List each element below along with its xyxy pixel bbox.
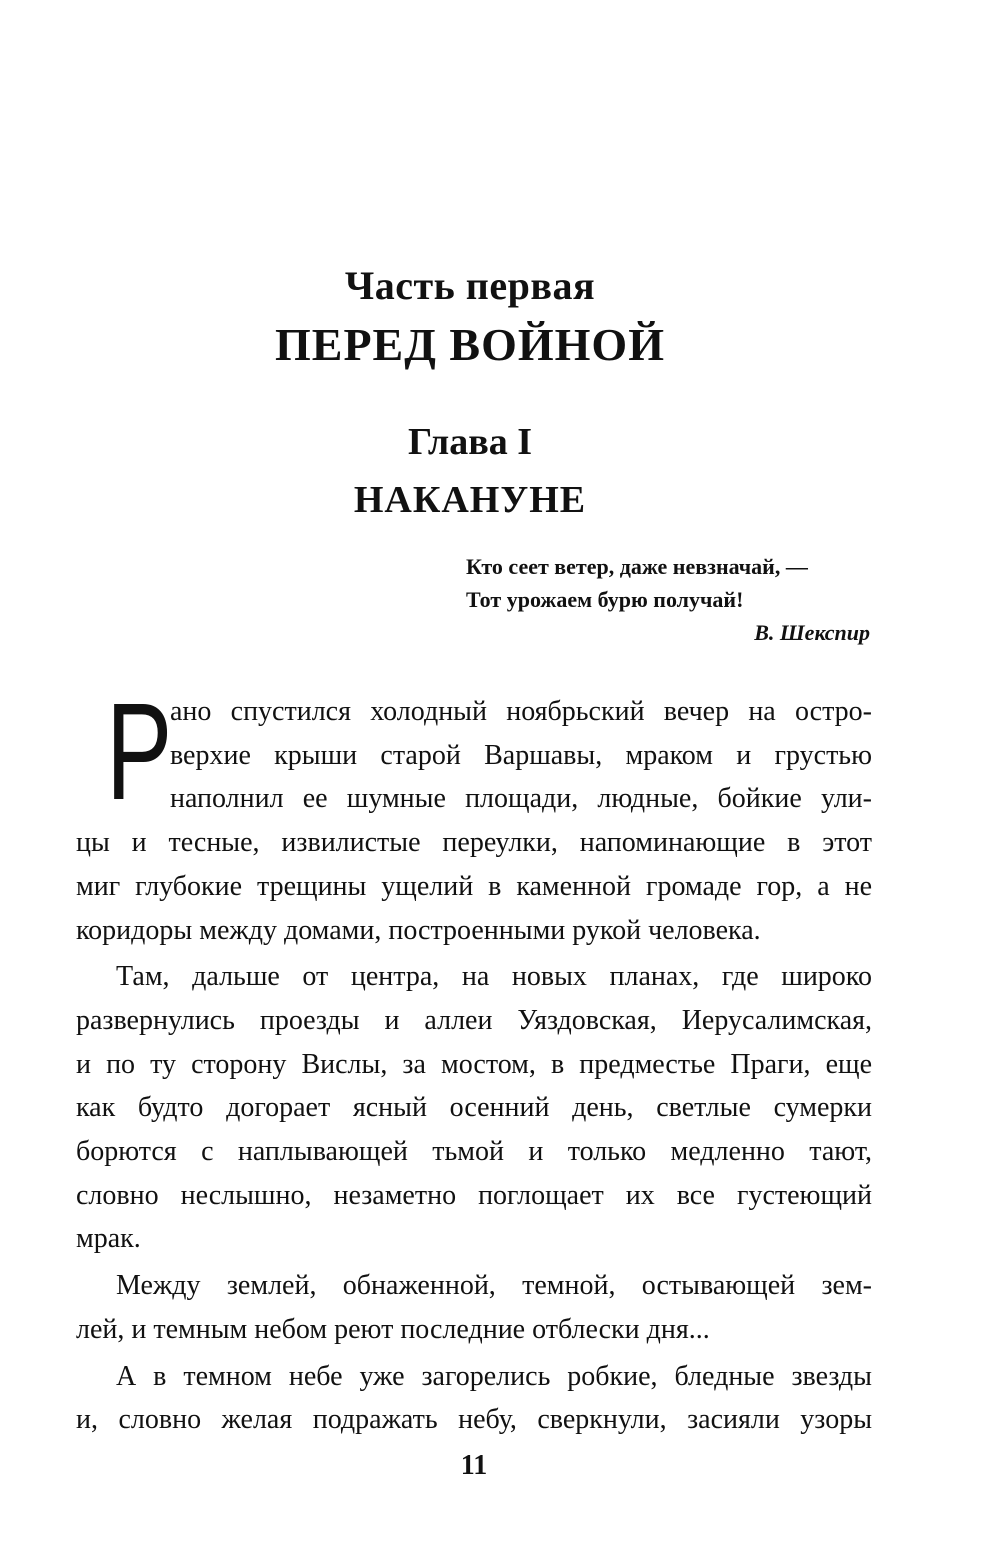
text-line: коридоры между домами, построенными рукой человека. bbox=[76, 914, 761, 946]
text-line: А в темном небе уже загорелись робкие, бледные звезды bbox=[116, 1360, 872, 1392]
epigraph-line: Кто сеет ветер, даже невзначай, — bbox=[466, 554, 808, 579]
chapter-name: НАКАНУНЕ bbox=[353, 479, 587, 521]
text-line: Там, дальше от центра, на новых планах, где широко bbox=[116, 961, 872, 993]
paragraph-4 bbox=[76, 1355, 872, 1442]
paragraph-2 bbox=[76, 955, 872, 1261]
part-name: ПЕРЕД ВОЙНОЙ bbox=[275, 319, 665, 370]
epigraph-author: В. Шекспир bbox=[754, 620, 870, 645]
text-line: верхие крыши старой Варшавы, мраком и грустью bbox=[170, 739, 872, 771]
text-line: словно неслышно, незаметно поглощает их все густеющий bbox=[76, 1179, 872, 1211]
page-number: 11 bbox=[460, 1450, 488, 1481]
text-line: борются с наплывающей тьмой и только медленно тают, bbox=[76, 1136, 872, 1168]
epigraph bbox=[466, 550, 876, 649]
paragraph-3 bbox=[76, 1264, 872, 1351]
text-line: развернулись проезды и аллеи Уяздовская, Иерусалимская, bbox=[76, 1004, 872, 1036]
text-line: цы и тесные, извилистые переулки, напоминающие в этот bbox=[76, 827, 872, 859]
epigraph-line: Тот урожаем бурю получай! bbox=[466, 587, 744, 612]
body-text bbox=[76, 675, 872, 1442]
text-line: мрак. bbox=[76, 1223, 141, 1255]
part-title: Часть первая bbox=[344, 263, 596, 308]
text-line: и по ту сторону Вислы, за мостом, в предместье Праги, еще bbox=[76, 1048, 872, 1080]
text-line: наполнил ее шумные площади, людные, бойкие ули- bbox=[170, 783, 872, 815]
text-line: ано спустился холодный ноябрьский вечер на остро- bbox=[170, 696, 872, 727]
text-line: и, словно желая подражать небу, сверкнули, засияли узоры bbox=[76, 1404, 872, 1436]
text-line: как будто догорает ясный осенний день, светлые сумерки bbox=[76, 1092, 872, 1124]
text-line: миг глубокие трещины ущелий в каменной громаде гор, а не bbox=[76, 870, 872, 902]
paragraph-1 bbox=[76, 675, 872, 952]
chapter-title: Глава I bbox=[407, 421, 533, 463]
text-line: Между землей, обнаженной, темной, остывающей зем- bbox=[116, 1270, 872, 1302]
drop-cap: Р bbox=[106, 675, 173, 829]
text-line: лей, и темным небом реют последние отблески дня... bbox=[76, 1313, 710, 1345]
